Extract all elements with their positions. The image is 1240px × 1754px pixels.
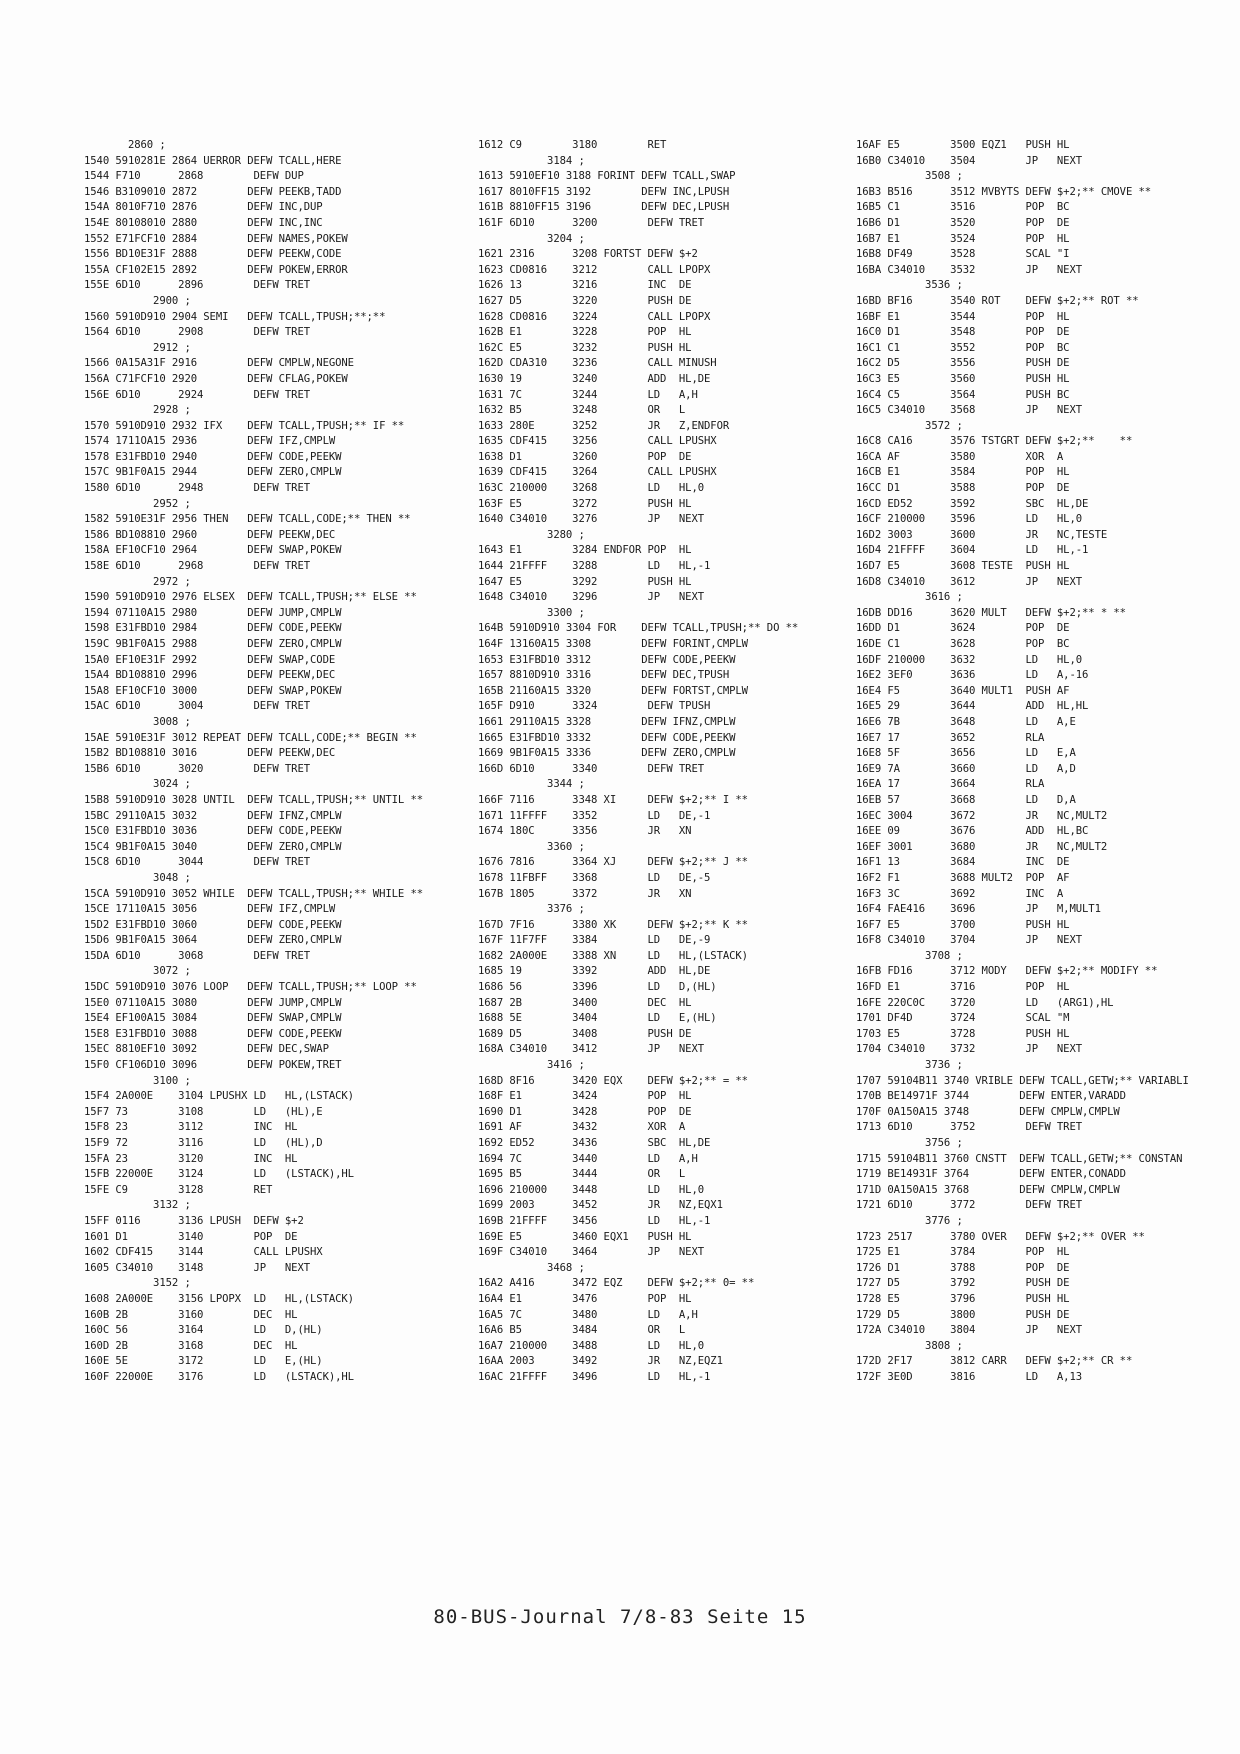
code-line: 1719 BE14931F 3764 DEFW ENTER,CONADD <box>856 1168 1126 1181</box>
code-line: 161F 6D10 3200 DEFW TRET <box>478 216 705 229</box>
code-line: 16E8 5F 3656 LD E,A <box>856 747 1076 760</box>
code-line: 16EF 3001 3680 JR NC,MULT2 <box>856 840 1108 853</box>
code-line: 169B 21FFFF 3456 LD HL,-1 <box>478 1214 711 1227</box>
code-line: 16B6 D1 3520 POP DE <box>856 216 1070 229</box>
code-line: 1631 7C 3244 LD A,H <box>478 388 698 401</box>
code-line: 16EB 57 3668 LD D,A <box>856 793 1076 806</box>
code-line: 15CE 17110A15 3056 DEFW IFZ,CMPLW <box>84 903 336 916</box>
code-line: 3468 ; <box>478 1261 585 1274</box>
code-line: 1578 E31FBD10 2940 DEFW CODE,PEEKW <box>84 450 342 463</box>
code-line: 1688 5E 3404 LD E,(HL) <box>478 1012 717 1025</box>
code-line: 3616 ; <box>856 591 963 604</box>
code-line: 1653 E31FBD10 3312 DEFW CODE,PEEKW <box>478 653 736 666</box>
code-line: 2928 ; <box>84 404 191 417</box>
code-line: 15A4 BD108810 2996 DEFW PEEKW,DEC <box>84 669 336 682</box>
code-line: 15FE C9 3128 RET <box>84 1183 273 1196</box>
code-line: 1686 56 3396 LD D,(HL) <box>478 981 717 994</box>
code-line: 3776 ; <box>856 1214 963 1227</box>
code-line: 160F 22000E 3176 LD (LSTACK),HL <box>84 1370 354 1383</box>
code-line: 1691 AF 3432 XOR A <box>478 1121 686 1134</box>
code-line: 156E 6D10 2924 DEFW TRET <box>84 388 311 401</box>
code-line: 16E5 29 3644 ADD HL,HL <box>856 700 1089 713</box>
code-line: 15F9 72 3116 LD (HL),D <box>84 1137 323 1149</box>
code-line: 1621 2316 3208 FORTST DEFW $+2 <box>478 248 698 261</box>
code-line: 1704 C34010 3732 JP NEXT <box>856 1043 1083 1056</box>
code-line: 1726 D1 3788 POP DE <box>856 1261 1070 1274</box>
code-line: 16CF 210000 3596 LD HL,0 <box>856 513 1083 526</box>
code-line: 16B5 C1 3516 POP BC <box>856 201 1070 214</box>
code-line: 1574 1711OA15 2936 DEFW IFZ,CMPLW <box>84 435 336 448</box>
code-line: 15C4 9B1F0A15 3040 DEFW ZERO,CMPLW <box>84 840 342 853</box>
code-line: 1725 E1 3784 POP HL <box>856 1246 1070 1259</box>
code-line: 16C2 D5 3556 PUSH DE <box>856 357 1070 370</box>
code-line: 1701 DF4D 3724 SCAL "M <box>856 1012 1070 1025</box>
code-line: 1564 6D10 2908 DEFW TRET <box>84 326 311 339</box>
code-line: 15C8 6D10 3044 DEFW TRET <box>84 856 311 869</box>
code-line: 1696 210000 3448 LD HL,0 <box>478 1183 705 1196</box>
code-line: 16DD D1 3624 POP DE <box>856 622 1070 635</box>
code-line: 16F7 E5 3700 PUSH HL <box>856 918 1070 931</box>
code-line: 16D4 21FFFF 3604 LD HL,-1 <box>856 544 1089 557</box>
code-line: 3300 ; <box>478 606 585 619</box>
code-line: 16E2 3EF0 3636 LD A,-16 <box>856 669 1089 682</box>
code-line: 1586 BD108810 2960 DEFW PEEKW,DEC <box>84 528 336 541</box>
code-line: 1687 2B 3400 DEC HL <box>478 996 692 1009</box>
code-line: 3416 ; <box>478 1059 585 1072</box>
code-line: 3204 ; <box>478 232 585 245</box>
code-line: 1540 5910281E 2864 UERROR DEFW TCALL,HERE <box>84 154 342 167</box>
code-line: 164F 13160A15 3308 DEFW FORINT,CMPLW <box>478 638 748 650</box>
code-line: 15B2 BD108810 3016 DEFW PEEKW,DEC <box>84 747 336 760</box>
code-line: 16DB DD16 3620 MULT DEFW $+2;** * ** <box>856 606 1126 619</box>
code-line: 154E 80108010 2880 DEFW INC,INC <box>84 216 323 229</box>
code-line: 162C E5 3232 PUSH HL <box>478 341 692 354</box>
code-line: 15E0 07110A15 3080 DEFW JUMP,CMPLW <box>84 996 342 1009</box>
code-line: 162B E1 3228 POP HL <box>478 326 692 339</box>
code-line: 15D6 9B1F0A15 3064 DEFW ZERO,CMPLW <box>84 934 342 947</box>
code-line: 15CA 5910D910 3052 WHILE DEFW TCALL,TPUSH;** WHILE ** <box>84 887 424 900</box>
code-line: 1590 5910D910 2976 ELSEX DEFW TCALL,TPUSH;** ELSE ** <box>84 591 417 604</box>
code-line: 16A6 B5 3484 OR L <box>478 1324 686 1337</box>
code-line: 157C 9B1F0A15 2944 DEFW ZERO,CMPLW <box>84 466 342 479</box>
code-line: 15DA 6D10 3068 DEFW TRET <box>84 949 311 962</box>
code-line: 3280 ; <box>478 528 585 541</box>
code-line: 1727 D5 3792 PUSH DE <box>856 1277 1070 1290</box>
code-line: 16E4 F5 3640 MULT1 PUSH AF <box>856 684 1070 697</box>
code-line: 16AA 2003 3492 JR NZ,EQZ1 <box>478 1355 723 1368</box>
code-line: 16F2 F1 3688 MULT2 POP AF <box>856 871 1070 884</box>
code-line: 15B6 6D10 3020 DEFW TRET <box>84 762 311 775</box>
code-line: 158E 6D10 2968 DEFW TRET <box>84 560 311 573</box>
code-line: 16CC D1 3588 POP DE <box>856 482 1070 495</box>
code-line: 15D2 E31FBD10 3060 DEFW CODE,PEEKW <box>84 918 342 931</box>
code-line: 1721 6D10 3772 DEFW TRET <box>856 1199 1083 1212</box>
code-line: 15A0 EF10E31F 2992 DEFW SWAP,CODE <box>84 653 336 666</box>
code-line: 1623 CD0816 3212 CALL LPOPX <box>478 263 711 276</box>
code-line: 1632 B5 3248 OR L <box>478 404 686 417</box>
code-line: 1566 0A15A31F 2916 DEFW CMPLW,NEGONE <box>84 357 354 370</box>
code-line: 169F C34010 3464 JP NEXT <box>478 1246 705 1259</box>
code-line: 15B8 5910D910 3028 UNTIL DEFW TCALL,TPUSH;** UNTIL ** <box>84 793 424 806</box>
code-line: 16A7 210000 3488 LD HL,0 <box>478 1339 705 1352</box>
code-line: 1685 19 3392 ADD HL,DE <box>478 965 711 978</box>
code-line: 15F8 23 3112 INC HL <box>84 1121 298 1134</box>
code-line: 3536 ; <box>856 279 963 292</box>
code-line: 16C0 D1 3548 POP DE <box>856 326 1070 339</box>
code-line: 16B8 DF49 3528 SCAL "I <box>856 248 1070 261</box>
code-line: 1695 B5 3444 OR L <box>478 1168 686 1181</box>
code-line: 1723 2517 3780 OVER DEFW $+2;** OVER ** <box>856 1230 1145 1243</box>
code-line: 170F 0A150A15 3748 DEFW CMPLW,CMPLW <box>856 1105 1120 1118</box>
code-line: 16CA AF 3580 XOR A <box>856 450 1064 463</box>
code-line: 3572 ; <box>856 419 963 432</box>
code-line: 15E4 EF100A15 3084 DEFW SWAP,CMPLW <box>84 1012 342 1025</box>
code-line: 16BD BF16 3540 ROT DEFW $+2;** ROT ** <box>856 294 1139 307</box>
code-line: 1690 D1 3428 POP DE <box>478 1105 692 1118</box>
code-line: 16D2 3003 3600 JR NC,TESTE <box>856 528 1108 541</box>
code-line: 15FA 23 3120 INC HL <box>84 1152 298 1165</box>
code-line: 1602 CDF415 3144 CALL LPUSHX <box>84 1246 323 1259</box>
code-line: 16AF E5 3500 EQZ1 PUSH HL <box>856 139 1070 151</box>
code-line: 16A4 E1 3476 POP HL <box>478 1292 692 1305</box>
code-line: 16F1 13 3684 INC DE <box>856 856 1070 869</box>
code-line: 2952 ; <box>84 497 191 510</box>
code-line: 1643 E1 3284 ENDFOR POP HL <box>478 544 692 557</box>
code-line: 15AE 5910E31F 3012 REPEAT DEFW TCALL,CODE;** BEGIN ** <box>84 731 417 744</box>
code-line: 1657 8810D910 3316 DEFW DEC,TPUSH <box>478 669 730 682</box>
code-line: 165F D910 3324 DEFW TPUSH <box>478 700 711 713</box>
code-line: 16B0 C34010 3504 JP NEXT <box>856 154 1083 167</box>
code-line: 15F0 CF106D10 3096 DEFW POKEW,TRET <box>84 1059 342 1072</box>
code-line: 168A C34010 3412 JP NEXT <box>478 1043 705 1056</box>
code-line: 167F 11F7FF 3384 LD DE,-9 <box>478 934 711 947</box>
code-line: 1669 9B1F0A15 3336 DEFW ZERO,CMPLW <box>478 747 736 760</box>
code-line: 16B7 E1 3524 POP HL <box>856 232 1070 245</box>
code-line: 1544 F710 2868 DEFW DUP <box>84 170 304 183</box>
code-line: 15C0 E31FBD10 3036 DEFW CODE,PEEKW <box>84 825 342 838</box>
code-line: 168F E1 3424 POP HL <box>478 1090 692 1103</box>
code-line: 3508 ; <box>856 170 963 183</box>
code-line: 16AC 21FFFF 3496 LD HL,-1 <box>478 1370 711 1383</box>
code-line: 15A8 EF10CF10 3000 DEFW SWAP,POKEW <box>84 684 342 697</box>
code-line: 1598 E31FBD10 2984 DEFW CODE,PEEKW <box>84 622 342 635</box>
code-line: 1608 2A000E 3156 LPOPX LD HL,(LSTACK) <box>84 1292 354 1305</box>
code-line: 1689 D5 3408 PUSH DE <box>478 1027 692 1040</box>
code-line: 3756 ; <box>856 1137 963 1149</box>
code-line: 170B BE14971F 3744 DEFW ENTER,VARADD <box>856 1090 1126 1103</box>
code-line: 154A 8010F710 2876 DEFW INC,DUP <box>84 201 323 214</box>
code-line: 155E 6D10 2896 DEFW TRET <box>84 279 311 292</box>
code-line: 158A EF10CF10 2964 DEFW SWAP,POKEW <box>84 544 342 557</box>
code-line: 167D 7F16 3380 XK DEFW $+2;** K ** <box>478 918 748 931</box>
code-line: 2900 ; <box>84 294 191 307</box>
code-line: 162D CDA310 3236 CALL MINUSH <box>478 357 717 370</box>
code-line: 1647 E5 3292 PUSH HL <box>478 575 692 588</box>
code-line: 1728 E5 3796 PUSH HL <box>856 1292 1070 1305</box>
code-line: 15F7 73 3108 LD (HL),E <box>84 1105 323 1118</box>
listing-column-2 <box>478 138 854 1386</box>
code-line: 166F 7116 3348 XI DEFW $+2;** I ** <box>478 793 748 806</box>
code-line: 1678 11FBFF 3368 LD DE,-5 <box>478 871 711 884</box>
code-line: 16BF E1 3544 POP HL <box>856 310 1070 323</box>
listing-column-1 <box>84 138 476 1386</box>
code-line: 1580 6D10 2948 DEFW TRET <box>84 482 311 495</box>
code-line: 3072 ; <box>84 965 191 978</box>
code-line: 166D 6D10 3340 DEFW TRET <box>478 762 705 775</box>
code-line: 1661 29110A15 3328 DEFW IFNZ,CMPLW <box>478 715 736 728</box>
code-line: 3376 ; <box>478 903 585 916</box>
code-line: 160B 2B 3160 DEC HL <box>84 1308 298 1321</box>
code-line: 2972 ; <box>84 575 191 588</box>
listing-column-3 <box>856 138 1236 1386</box>
code-line: 1729 D5 3800 PUSH DE <box>856 1308 1070 1321</box>
code-line: 15BC 29110A15 3032 DEFW IFNZ,CMPLW <box>84 809 342 822</box>
code-line: 3100 ; <box>84 1074 191 1087</box>
code-line: 1556 BD10E31F 2888 DEFW PEEKW,CODE <box>84 248 342 261</box>
code-line: 3008 ; <box>84 715 191 728</box>
code-line: 3344 ; <box>478 778 585 791</box>
code-line: 15E8 E31FBD10 3088 DEFW CODE,PEEKW <box>84 1027 342 1040</box>
code-line: 16C4 C5 3564 PUSH BC <box>856 388 1070 401</box>
code-line: 3736 ; <box>856 1059 963 1072</box>
code-line: 1676 7816 3364 XJ DEFW $+2;** J ** <box>478 856 748 869</box>
code-line: 163C 210000 3268 LD HL,0 <box>478 482 705 495</box>
code-line: 1594 07110A15 2980 DEFW JUMP,CMPLW <box>84 606 342 619</box>
code-line: 1601 D1 3140 POP DE <box>84 1230 298 1243</box>
code-line: 16FE 220C0C 3720 LD (ARG1),HL <box>856 996 1114 1009</box>
code-line: 16E7 17 3652 RLA <box>856 731 1045 744</box>
code-line: 1640 C34010 3276 JP NEXT <box>478 513 705 526</box>
code-line: 172A C34010 3804 JP NEXT <box>856 1324 1083 1337</box>
code-line: 16A5 7C 3480 LD A,H <box>478 1308 698 1321</box>
code-line: 1627 D5 3220 PUSH DE <box>478 294 692 307</box>
code-line: 1682 2A000E 3388 XN LD HL,(LSTACK) <box>478 949 748 962</box>
code-line: 15FB 22000E 3124 LD (LSTACK),HL <box>84 1168 354 1181</box>
code-line: 1633 280E 3252 JR Z,ENDFOR <box>478 419 730 432</box>
code-line: 16B3 B516 3512 MVBYTS DEFW $+2;** CMOVE ** <box>856 185 1152 198</box>
code-line: 16EE 09 3676 ADD HL,BC <box>856 825 1089 838</box>
code-line: 1713 6D10 3752 DEFW TRET <box>856 1121 1083 1134</box>
code-line: 1626 13 3216 INC DE <box>478 279 692 292</box>
code-line: 1674 180C 3356 JR XN <box>478 825 692 838</box>
code-line: 1699 2003 3452 JR NZ,EQX1 <box>478 1199 723 1212</box>
code-line: 1612 C9 3180 RET <box>478 139 667 151</box>
code-line: 1560 5910D910 2904 SEMI DEFW TCALL,TPUSH;**;** <box>84 310 386 323</box>
code-line: 16C8 CA16 3576 TSTGRT DEFW $+2;** ** <box>856 435 1133 448</box>
code-line: 16FB FD16 3712 MODY DEFW $+2;** MODIFY ** <box>856 965 1158 978</box>
code-line: 1671 11FFFF 3352 LD DE,-1 <box>478 809 711 822</box>
code-line: 16BA C34010 3532 JP NEXT <box>856 263 1083 276</box>
code-line: 16EC 3004 3672 JR NC,MULT2 <box>856 809 1108 822</box>
code-line: 171D 0A150A15 3768 DEFW CMPLW,CMPLW <box>856 1183 1120 1196</box>
code-line: 3184 ; <box>478 154 585 167</box>
code-line: 16EA 17 3664 RLA <box>856 778 1045 791</box>
code-line: 156A C71FCF10 2920 DEFW CFLAG,POKEW <box>84 372 348 385</box>
code-line: 16DF 210000 3632 LD HL,0 <box>856 653 1083 666</box>
code-line: 163F E5 3272 PUSH HL <box>478 497 692 510</box>
code-line: 3132 ; <box>84 1199 191 1212</box>
code-line: 15FF 0116 3136 LPUSH DEFW $+2 <box>84 1214 304 1227</box>
code-line: 3048 ; <box>84 871 191 884</box>
code-line: 1638 D1 3260 POP DE <box>478 450 692 463</box>
code-line: 15F4 2A000E 3104 LPUSHX LD HL,(LSTACK) <box>84 1090 354 1103</box>
code-line: 161B 8810FF15 3196 DEFW DEC,LPUSH <box>478 201 730 214</box>
code-line: 1617 8010FF15 3192 DEFW INC,LPUSH <box>478 185 730 198</box>
code-line: 164B 5910D910 3304 FOR DEFW TCALL,TPUSH;** DO ** <box>478 622 799 635</box>
code-line: 15DC 5910D910 3076 LOOP DEFW TCALL,TPUSH;** LOOP ** <box>84 981 417 994</box>
code-line: 16CB E1 3584 POP HL <box>856 466 1070 479</box>
code-line: 16D8 C34010 3612 JP NEXT <box>856 575 1083 588</box>
code-line: 172D 2F17 3812 CARR DEFW $+2;** CR ** <box>856 1355 1133 1368</box>
code-line: 1644 21FFFF 3288 LD HL,-1 <box>478 560 711 573</box>
code-line: 16C5 C34010 3568 JP NEXT <box>856 404 1083 417</box>
code-line: 16CD ED52 3592 SBC HL,DE <box>856 497 1089 510</box>
code-line: 16A2 A416 3472 EQZ DEFW $+2;** 0= ** <box>478 1277 755 1290</box>
code-line: 155A CF102E15 2892 DEFW POKEW,ERROR <box>84 263 348 276</box>
code-line: 1639 CDF415 3264 CALL LPUSHX <box>478 466 717 479</box>
code-line: 16F3 3C 3692 INC A <box>856 887 1064 900</box>
code-line: 1635 CDF415 3256 CALL LPUSHX <box>478 435 717 448</box>
code-line: 159C 9B1F0A15 2988 DEFW ZERO,CMPLW <box>84 638 342 650</box>
code-line: 167B 1805 3372 JR XN <box>478 887 692 900</box>
code-line: 16C1 C1 3552 POP BC <box>856 341 1070 354</box>
code-line: 1707 59104B11 3740 VRIBLE DEFW TCALL,GETW;** VARIABLI <box>856 1074 1189 1087</box>
code-line: 165B 21160A15 3320 DEFW FORTST,CMPLW <box>478 684 748 697</box>
code-line: 1648 C34010 3296 JP NEXT <box>478 591 705 604</box>
code-line: 172F 3E0D 3816 LD A,13 <box>856 1370 1083 1383</box>
code-line: 16F8 C34010 3704 JP NEXT <box>856 934 1083 947</box>
code-line: 3024 ; <box>84 778 191 791</box>
code-line: 1665 E31FBD10 3332 DEFW CODE,PEEKW <box>478 731 736 744</box>
code-line: 1630 19 3240 ADD HL,DE <box>478 372 711 385</box>
code-line: 3152 ; <box>84 1277 191 1290</box>
code-line: 1694 7C 3440 LD A,H <box>478 1152 698 1165</box>
code-line: 2860 ; <box>84 139 166 151</box>
code-line: 3360 ; <box>478 840 585 853</box>
code-line: 1613 5910EF10 3188 FORINT DEFW TCALL,SWAP <box>478 170 736 183</box>
code-line: 2912 ; <box>84 341 191 354</box>
code-line: 1605 C34010 3148 JP NEXT <box>84 1261 311 1274</box>
code-line: 1570 5910D910 2932 IFX DEFW TCALL,TPUSH;** IF ** <box>84 419 405 432</box>
code-line: 16F4 FAE416 3696 JP M,MULT1 <box>856 903 1101 916</box>
code-line: 16C3 E5 3560 PUSH HL <box>856 372 1070 385</box>
code-line: 3808 ; <box>856 1339 963 1352</box>
code-line: 16D7 E5 3608 TESTE PUSH HL <box>856 560 1070 573</box>
code-line: 15EC 8810EF10 3092 DEFW DEC,SWAP <box>84 1043 329 1056</box>
code-line: 169E E5 3460 EQX1 PUSH HL <box>478 1230 692 1243</box>
code-line: 1628 CD0816 3224 CALL LPOPX <box>478 310 711 323</box>
code-line: 168D 8F16 3420 EQX DEFW $+2;** = ** <box>478 1074 748 1087</box>
code-line: 1692 ED52 3436 SBC HL,DE <box>478 1137 711 1149</box>
code-line: 16FD E1 3716 POP HL <box>856 981 1070 994</box>
code-line: 1703 E5 3728 PUSH HL <box>856 1027 1070 1040</box>
code-line: 1546 B3109010 2872 DEFW PEEKB,TADD <box>84 185 342 198</box>
code-line: 16E9 7A 3660 LD A,D <box>856 762 1076 775</box>
code-line: 16E6 7B 3648 LD A,E <box>856 715 1076 728</box>
code-line: 1552 E71FCF10 2884 DEFW NAMES,POKEW <box>84 232 348 245</box>
code-line: 160E 5E 3172 LD E,(HL) <box>84 1355 323 1368</box>
code-line: 3708 ; <box>856 949 963 962</box>
page-footer: 80-BUS-Journal 7/8-83 Seite 15 <box>433 1606 807 1628</box>
code-line: 1582 5910E31F 2956 THEN DEFW TCALL,CODE;** THEN ** <box>84 513 411 526</box>
code-line: 160D 2B 3168 DEC HL <box>84 1339 298 1352</box>
code-line: 16DE C1 3628 POP BC <box>856 638 1070 650</box>
code-line: 160C 56 3164 LD D,(HL) <box>84 1324 323 1337</box>
code-line: 1715 59104B11 3760 CNSTT DEFW TCALL,GETW;** CONSTAN <box>856 1152 1183 1165</box>
code-line: 15AC 6D10 3004 DEFW TRET <box>84 700 311 713</box>
